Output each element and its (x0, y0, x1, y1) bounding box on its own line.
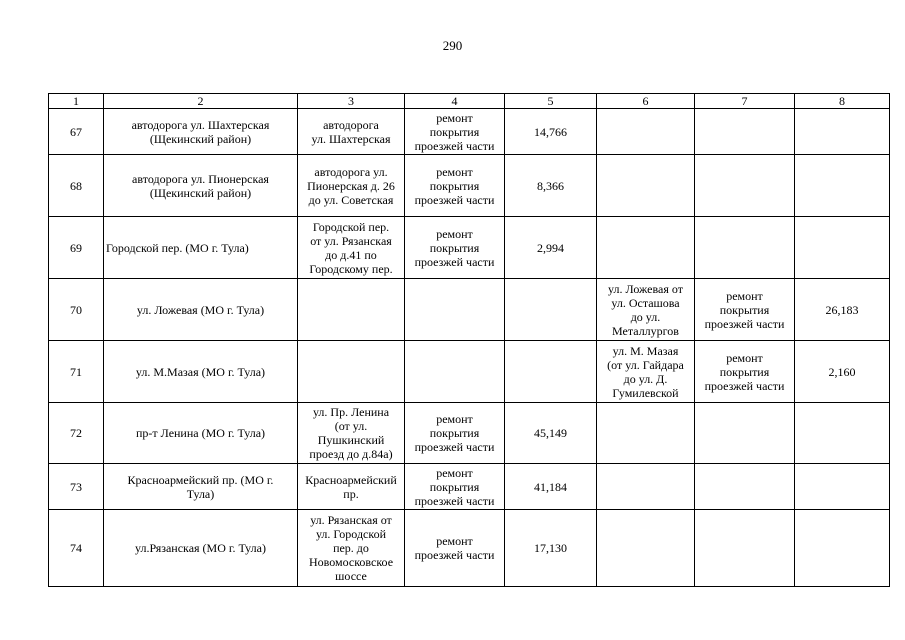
cell-text: ул. Пр. Ленина (от ул. Пушкинский проезд до д.84а) (309, 405, 393, 461)
cell-text: автодорога ул. Пионерская д. 26 до ул. Советская (307, 164, 395, 207)
table-cell (104, 155, 298, 217)
table-cell (795, 341, 890, 403)
cell-text: 17,130 (534, 541, 567, 555)
cell-text: ремонт покрытия проезжей части (414, 110, 495, 153)
table-cell (104, 510, 298, 587)
cell-text: 67 (70, 124, 82, 139)
table-cell (104, 279, 298, 341)
table-cell (505, 341, 597, 403)
table-cell (298, 464, 405, 510)
cell-text: 14,766 (534, 124, 567, 139)
table-row (49, 109, 890, 155)
table-header-row (49, 94, 890, 109)
table-row (49, 510, 890, 587)
table-cell (298, 109, 405, 155)
table-row (49, 217, 890, 279)
table-cell (695, 217, 795, 279)
table-cell (795, 279, 890, 341)
column-header: 6 (597, 94, 695, 109)
cell-text: ремонт покрытия проезжей части (414, 164, 495, 207)
cell-text: пр-т Ленина (МО г. Тула) (135, 426, 266, 440)
table-cell (695, 510, 795, 587)
table-cell (298, 341, 405, 403)
cell-text: ремонт покрытия проезжей части (414, 465, 495, 508)
table-cell (298, 155, 405, 217)
cell-text: ремонт покрытия проезжей части (704, 288, 785, 331)
table-cell (405, 155, 505, 217)
cell-text: автодорога ул. Пионерская (Щекинский район) (132, 171, 269, 200)
table-cell (505, 217, 597, 279)
table-cell (104, 464, 298, 510)
table-cell (505, 279, 597, 341)
table-cell (597, 510, 695, 587)
cell-text: ул. М.Мазая (МО г. Тула) (135, 364, 266, 379)
table-cell (597, 109, 695, 155)
table-cell (104, 341, 298, 403)
table-row (49, 403, 890, 464)
table-cell (597, 279, 695, 341)
table-cell (695, 155, 795, 217)
table-cell (49, 109, 104, 155)
table-cell (298, 403, 405, 464)
cell-text: 8,366 (537, 178, 564, 193)
cell-text: 26,183 (825, 302, 859, 317)
cell-text: Городской пер. от ул. Рязанская до д.41 по Городскому пер. (309, 219, 393, 276)
table-cell (405, 109, 505, 155)
table-cell (505, 403, 597, 464)
table-cell (795, 464, 890, 510)
cell-text: ремонт покрытия проезжей части (704, 350, 785, 393)
table-row (49, 155, 890, 217)
cell-text: 71 (70, 364, 82, 379)
column-header: 3 (298, 94, 405, 109)
cell-text: ремонт покрытия проезжей части (414, 226, 495, 269)
column-header: 8 (795, 94, 890, 109)
cell-text: ул. Ложевая от ул. Осташова до ул. Металлургов (608, 281, 683, 338)
table-cell (597, 403, 695, 464)
table-cell (49, 155, 104, 217)
cell-text: 45,149 (534, 426, 567, 440)
table-row (49, 464, 890, 510)
cell-text: 70 (70, 302, 82, 317)
table-cell (597, 341, 695, 403)
table-cell (505, 464, 597, 510)
table-cell (695, 341, 795, 403)
cell-text: ул. Рязанская от ул. Городской пер. до Новомосковское шоссе (308, 513, 394, 583)
table-cell (405, 403, 505, 464)
table-cell (49, 403, 104, 464)
table-cell (49, 279, 104, 341)
cell-text: 41,184 (534, 479, 567, 494)
column-header: 2 (104, 94, 298, 109)
cell-text: 73 (70, 479, 82, 494)
page-number: 290 (442, 38, 463, 53)
column-header: 5 (505, 94, 597, 109)
cell-text: ул. М. Мазая (от ул. Гайдара до ул. Д. Гумилевской (607, 343, 684, 400)
column-header: 1 (49, 94, 104, 109)
table-cell (695, 464, 795, 510)
table-cell (104, 403, 298, 464)
table-cell (104, 217, 298, 279)
table-cell (695, 279, 795, 341)
table-cell (795, 217, 890, 279)
table-cell (795, 109, 890, 155)
column-header: 4 (405, 94, 505, 109)
table-cell (505, 155, 597, 217)
cell-text: 2,994 (537, 240, 564, 255)
table-cell (795, 403, 890, 464)
table-cell (49, 217, 104, 279)
cell-text: ул.Рязанская (МО г. Тула) (135, 541, 266, 555)
table-cell (405, 464, 505, 510)
table-row (49, 279, 890, 341)
table-cell (405, 279, 505, 341)
cell-text: 68 (70, 178, 82, 193)
table-cell (597, 464, 695, 510)
cell-text: Красноармейский пр. (305, 472, 397, 501)
cell-text: автодорога ул. Шахтерская (Щекинский район) (131, 117, 270, 146)
cell-text: 72 (70, 426, 82, 440)
cell-text: ремонт проезжей части (414, 534, 495, 562)
table-cell (597, 217, 695, 279)
table-cell (298, 217, 405, 279)
table-cell (695, 109, 795, 155)
cell-text: 2,160 (828, 364, 856, 379)
table-cell (597, 155, 695, 217)
table-cell (49, 341, 104, 403)
table-cell (795, 155, 890, 217)
table-cell (298, 510, 405, 587)
table-cell (405, 217, 505, 279)
cell-text: 69 (70, 240, 82, 255)
table-cell (49, 510, 104, 587)
table-cell (695, 403, 795, 464)
column-header: 7 (695, 94, 795, 109)
cell-text: ул. Ложевая (МО г. Тула) (136, 302, 265, 317)
table-row (49, 341, 890, 403)
table-cell (505, 510, 597, 587)
table-cell (298, 279, 405, 341)
cell-text: Городской пер. (МО г. Тула) (106, 240, 249, 255)
road-repair-table (48, 93, 890, 587)
table-cell (405, 510, 505, 587)
cell-text: ремонт покрытия проезжей части (414, 412, 495, 454)
cell-text: 74 (70, 541, 82, 555)
table-cell (795, 510, 890, 587)
table-cell (405, 341, 505, 403)
table-cell (49, 464, 104, 510)
cell-text: автодорога ул. Шахтерская (311, 117, 391, 146)
table-cell (505, 109, 597, 155)
cell-text: Красноармейский пр. (МО г. Тула) (127, 472, 274, 501)
table-cell (104, 109, 298, 155)
